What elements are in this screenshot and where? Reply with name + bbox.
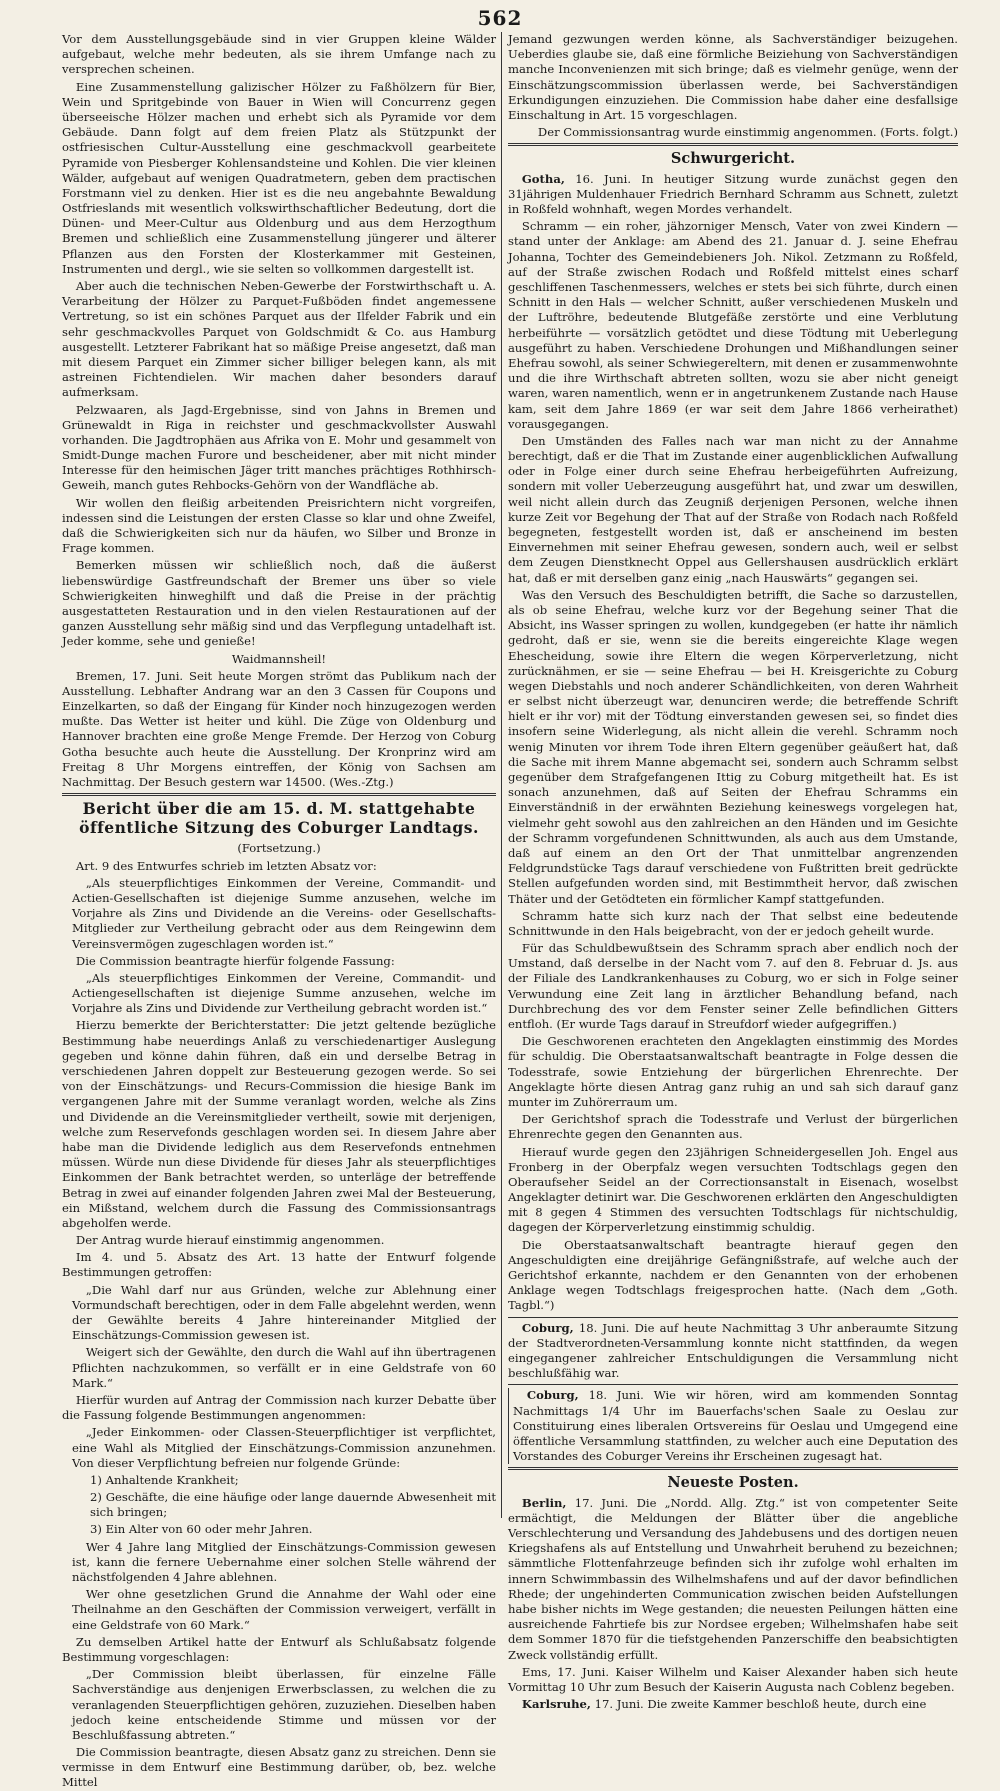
column-divider — [501, 32, 502, 1518]
paragraph: Ems, 17. Juni. Kaiser Wilhelm und Kaiser Alexander haben sich heute Vormittag 10 Uhr zum Besuch der Kaiserin Augusta nach Coblenz begeben. — [508, 1664, 958, 1694]
paragraph: Im 4. und 5. Absatz des Art. 13 hatte der Entwurf folgende Bestimmungen getroffen: — [62, 1250, 496, 1280]
dateline-place: Coburg, — [526, 1388, 579, 1403]
quoted-provision: „Jeder Einkommen- oder Classen-Steuerpflichtiger ist verpflichtet, eine Wahl als Mitglied der Einschätzungs-Commission anzunehmen. Von dieser Verpflichtung befreien nur folgende Gründe: — [72, 1425, 496, 1470]
quoted-provision: Wer ohne gesetzlichen Grund die Annahme der Wahl oder eine Theilnahme an den Geschäften der Commission verweigert, verfällt in eine Geldstrafe von 60 Mark.“ — [72, 1587, 496, 1632]
paragraph: Die Commission beantragte, diesen Absatz ganz zu streichen. Denn sie vermisse in dem Entwurf eine Bestimmung darüber, ob, bez. welche Mittel — [62, 1745, 496, 1790]
paragraph: Für das Schuldbewußtsein des Schramm sprach aber endlich noch der Umstand, daß derselbe in der Nacht vom 7. auf den 8. Februar d. Js. aus der Filiale des Landkrankenhauses zu Coburg, wo er sich in Folge seiner Verwundung eine Zeit lang in ärztlicher Behandlung befand, nach Durchbrechung des vor dem Fenster seiner Zelle befindlichen Gitters entfloh. (Er wurde Tags darauf in Streufdorf wieder aufgegriffen.) — [508, 941, 958, 1032]
paragraph: Hierfür wurden auf Antrag der Commission nach kurzer Debatte über die Fassung folgende Bestimmungen angenommen: — [62, 1392, 496, 1423]
paragraph: Der Gerichtshof sprach die Todesstrafe und Verlust der bürgerlichen Ehrenrechte gegen den Genannten aus. — [508, 1112, 958, 1142]
paragraph: Was den Versuch des Beschuldigten betrifft, die Sache so darzustellen, als ob seine Ehefrau, welche kurz vor der Begehung seiner That die Absicht, ins Wasser springen zu wollen, kundgegeben (er hatte ihr nämlich gedroht, daß er sie, wenn sie die bereits eingereichte Klage wegen Ehescheidung, sowie ihre Eltern die wegen Körperverletzung, nicht zurücknähmen, er sie — seine Ehefrau — bei H. Kreisgerichte zu Coburg wegen Diebstahls und noch anderer Schändlichkeiten, von deren Wahrheit er selbst nicht überzeugt war, denunciren werde; die betreffende Schrift hielt er ihr vor) mit der Tödtung einverstanden gewesen sei, so findet dies insofern seine Widerlegung, als nicht allein die verehl. Schramm noch wenig Minuten vor ihrem Tode ihren Eltern gegenüber geäußert hat, daß die Sache mit ihrem Manne abgemacht sei, sondern auch Schramm selbst gegenüber dem Strafgefangenen Ittig zu Coburg mitgetheilt hat. Es ist sonach anzunehmen, daß auf Seiten der Ehefrau Schramms ein Einverständniß in der erwähnten Beziehung keineswegs vorgelegen hat, vielmehr geht sowohl aus den zahlreichen an den Händen und im Gesichte der Schramm vorgefundenen Schnittwunden, als auch aus dem Umstande, daß auf einem an den Ort der That unmittelbar angrenzenden Feldgrundstücke Tags darauf verschiedene von Fußtritten breit gedrückte Stellen aufgefunden worden sind, mit Bestimmtheit hervor, daß zwischen Thäter und der Getödteten ein förmlicher Kampf stattgefunden. — [508, 587, 958, 906]
paragraph: Pelzwaaren, als Jagd-Ergebnisse, sind von Jahns in Bremen und Grünewaldt in Riga in reichster und geschmackvollster Auswahl vorhanden. Die Jagdtrophäen aus Afrika von E. Mohr und gesammelt von Smidt-Dunge machen Furore und bescheidener, aber mit nicht minder Interesse für den heimischen Jäger tritt manches prächtiges Rothhirsch-Geweih, manch gutes Rehbocks-Gehörn von der Wandfläche ab. — [62, 402, 496, 493]
paragraph: Die Geschworenen erachteten den Angeklagten einstimmig des Mordes für schuldig. Die Oberstaatsanwaltschaft beantragte in Folge dessen die Todesstrafe, sowie Entziehung der bürgerlichen Ehrenrechte. Der Angeklagte hörte diesen Antrag ganz ruhig an und sah sich darauf ganz munter im Zuhörerraum um. — [508, 1034, 958, 1109]
paragraph: Eine Zusammenstellung galizischer Hölzer zu Faßhölzern für Bier, Wein und Spritgebinde von Bauer in Wien will Concurrenz gegen überseeische Hölzer machen und erhebt sich als Pyramide vor dem Gebäude. Dann folgt auf dem freien Platz als Stützpunkt der ostfriesischen Cultur-Ausstellung eine geschmackvoll gearbeitete Pyramide von Piesberger Kohlensandsteine und Kohlen. Die vier kleinen Wälder, aufgebaut auf wenigen Quadratmetern, geben dem practischen Forstmann viel zu denken. Hier ist es die neu angebahnte Bewaldung Ostfrieslands mit wesentlich volkswirthschaftlicher Bedeutung, dort die Dünen- und Meer-Cultur aus Oldenburg und aus dem Herzogthum Bremen und schließlich eine Zusammenstellung jüngerer und älterer Pflanzen aus den Forsten der Klosterkammer mit Gesteinen, Instrumenten und dergl., wie sie selten so vollkommen dargestellt ist. — [62, 79, 496, 276]
paragraph: Schramm hatte sich kurz nach der That selbst eine bedeutende Schnittwunde in den Hals beigebracht, von der er jedoch geheilt wurde. — [508, 908, 958, 938]
section-divider — [508, 1384, 958, 1385]
left-column — [62, 32, 497, 1790]
quoted-provision: „Als steuerpflichtiges Einkommen der Vereine, Commandit- und Actien-Gesellschaften ist diejenige Summe anzusehen, welche im Vorjahre als Zins und Dividende an die Vereins- oder Gesellschafts-Mitglieder zur Vertheilung gebracht oder aus dem Reingewinn dem Vereinsvermögen zugeschlagen worden ist.“ — [72, 875, 496, 951]
paragraph-text: 17. Juni. Die zweite Kammer beschloß heute, durch eine — [594, 1697, 927, 1712]
section-divider — [508, 1467, 958, 1470]
paragraph — [508, 1697, 958, 1712]
paragraph: Den Umständen des Falles nach war man nicht zu der Annahme berechtigt, daß er die That im Zustande einer augenblicklichen Aufwallung oder in Folge einer durch seine Ehefrau herbeigeführten Aufreizung, sondern mit voller Ueberzeugung ausgeführt hat, und zwar um deswillen, weil nicht allein durch das Zeugniß derjenigen Personen, welche ihnen kurze Zeit vor Begehung der That auf der Straße von Rodach nach Roßfeld begegneten, festgestellt worden ist, daß er anscheinend im besten Einvernehmen mit seiner Ehefrau gewesen, sondern auch, weil er selbst dem Zeugen Dienstknecht Oppel aus Gellershausen ausdrücklich erklärt hat, daß er mit derselben ganz einig „nach Hauswärts“ gegangen sei. — [508, 433, 958, 585]
section-heading: Neueste Posten. — [667, 1474, 799, 1492]
quoted-provision: „Die Wahl darf nur aus Gründen, welche zur Ablehnung einer Vormundschaft berechtigen, oder in dem Falle abgelehnt werden, wenn der Gewählte bereits 4 Jahre hintereinander Mitglied der Einschätzungs-Commission gewesen ist. — [72, 1282, 496, 1343]
paragraph: Bemerken müssen wir schließlich noch, daß die äußerst liebenswürdige Gastfreundschaft der Bremer uns über so viele Schwierigkeiten hinweghilft und daß die Preise in der prächtig ausgestatteten Restauration und in den vielen Restaurationen auf der ganzen Ausstellung sehr mäßig sind und das Verpflegung untadelhaft ist. Jeder komme, sehe und genieße! — [62, 558, 496, 649]
paragraph-text: 17. Juni. Die „Nordd. Allg. Ztg.“ ist von competenter Seite ermächtigt, die Meldungen der Blätter über die angebliche Verschlechterung und Versandung des Jahdebusens und des dortigen neuen Kriegshafens als auf Entstellung und Unwahrheit beruhend zu bezeichnen; sämmtliche Flottenfahrzeuge befinden sich ihr zufolge wohl erhalten im innern Schwimmbassin des Wilhelmshafens und auf der davor befindlichen Rhede; der ungehinderten Communication zwischen beiden Aufstellungen habe bisher nichts im Wege gestanden; die neuesten Peilungen hätten eine ausreichende Fahrtiefe bis zur Nordsee ergeben; Wilhelmshafen habe seit dem Sommer 1870 für die tiefstgehenden Panzerschiffe den beabsichtigten Zweck vollständig erfüllt. — [508, 1495, 959, 1662]
quoted-provision: Wer 4 Jahre lang Mitglied der Einschätzungs-Commission gewesen ist, kann die fernere Uebernahme einer solchen Stelle während der nächstfolgenden 4 Jahre ablehnen. — [72, 1539, 496, 1584]
dateline-place: Berlin, — [521, 1495, 567, 1510]
paragraph: Der Commissionsantrag wurde einstimmig angenommen. (Forts. folgt.) — [537, 125, 958, 140]
page-number: 562 — [477, 6, 523, 30]
list-item: 3) Ein Alter von 60 oder mehr Jahren. — [90, 1522, 313, 1537]
dateline-place: Coburg, — [521, 1320, 574, 1335]
quoted-provision: Weigert sich der Gewählte, den durch die Wahl auf ihn übertragenen Pflichten nachzukommen, so verfällt er in eine Geldstrafe von 60 Mark.“ — [72, 1345, 496, 1390]
paragraph-text: 18. Juni. Wie wir hören, wird am kommenden Sonntag Nachmittags 1/4 Uhr im Bauerfachs'schen Saale zu Oeslau zur Constituirung eines liberalen Ortsvereins für Oeslau und Umgegend eine öffentliche Versammlung stattfinden, zu welcher auch eine Deputation des Vorstandes des Coburger Vereins ihr Erscheinen zugesagt hat. — [513, 1388, 959, 1464]
paragraph-text: 18. Juni. Die auf heute Nachmittag 3 Uhr anberaumte Sitzung der Stadtverordneten-Versammlung konnte nicht stattfinden, da wegen eingegangener zahlreicher Entschuldigungen die Versammlung nicht beschlußfähig war. — [508, 1320, 958, 1381]
paragraph: Vor dem Ausstellungsgebäude sind in vier Gruppen kleine Wälder aufgebaut, welche mehr bedeuten, als sie ihrem Umfange nach zu versprechen scheinen. — [62, 32, 496, 77]
paragraph — [508, 1496, 958, 1663]
dateline-place: Gotha, — [521, 171, 565, 186]
paragraph — [508, 172, 958, 218]
section-divider — [508, 143, 958, 146]
paragraph: Hierzu bemerkte der Berichterstatter: Die jetzt geltende bezügliche Bestimmung habe neuerdings Anlaß zu verschiedenartiger Auslegung gegeben und könne dahin führen, daß ein und derselbe Betrag in verschiedenen Jahren doppelt zur Besteuerung gezogen werde. So sei von der Einschätzungs- und Recurs-Commission die hiesige Bank im vergangenen Jahre mit der Summe veranlagt worden, welche als Zins und Dividende an die Vereinsmitglieder vertheilt, sowie mit derjenigen, welche zum Reservefonds geschlagen worden sei. In diesem Jahre aber habe man die Dividende lediglich aus dem Reservefonds entnehmen müssen. Würde nun diese Dividende für dieses Jahr als steuerpflichtiges Einkommen der Bank betrachtet werden, so unterläge der betreffende Betrag in zwei auf einander folgenden Jahren zwei Mal der Besteuerung, ein Mißstand, welchem durch die Fassung des Commissionsantrags abgeholfen werde. — [62, 1018, 496, 1230]
dateline-place: Karlsruhe, — [521, 1697, 591, 1712]
continuation-note: (Fortsetzung.) — [237, 841, 321, 856]
quoted-provision: „Als steuerpflichtiges Einkommen der Vereine, Commandit- und Actiengesellschaften ist diejenige Summe anzusehen, welche im Vorjahre als Zins und Dividende zur Vertheilung gebracht worden ist.“ — [72, 970, 496, 1016]
paragraph: Aber auch die technischen Neben-Gewerbe der Forstwirthschaft u. A. Verarbeitung der Hölzer zu Parquet-Fußböden findet angemessene Vertretung, so ist ein schönes Parquet aus der Ilfelder Fabrik und ein sehr geschmackvolles Parquet von Goldschmidt & Co. aus Hamburg ausgestellt. Letzterer Fabrikant hat so mäßige Preise angesetzt, daß man mit diesem Parquet ein Zimmer sicher billiger belegen kann, als mit astreinen Fichtendielen. Wir machen daher besonders darauf aufmerksam. — [62, 279, 496, 400]
paragraph: Die Oberstaatsanwaltschaft beantragte hierauf gegen den Angeschuldigten eine dreijährige Gefängnißstrafe, auf welche auch der Gerichtshof erkannte, nachdem er den Genannten von der erhobenen Anklage wegen Todtschlags freigesprochen hatte. (Nach dem „Goth. Tagbl.“) — [508, 1237, 958, 1313]
paragraph — [508, 1321, 958, 1382]
paragraph: Wir wollen den fleißig arbeitenden Preisrichtern nicht vorgreifen, indessen sind die Leistungen der ersten Classe so klar und ohne Zweifel, daß die Schwierigkeiten sich nur da häufen, wo Silber und Bronze in Frage kommen. — [62, 495, 496, 556]
paragraph — [508, 1388, 958, 1464]
right-column — [508, 32, 959, 1712]
list-item: 1) Anhaltende Krankheit; — [90, 1472, 239, 1487]
paragraph: Die Commission beantragte hierfür folgende Fassung: — [75, 953, 395, 968]
paragraph: Bremen, 17. Juni. Seit heute Morgen strömt das Publikum nach der Ausstellung. Lebhafter Andrang war an den 3 Cassen für Coupons und Einzelkarten, so daß der Eingang für Kinder noch hinzugezogen werden mußte. Das Wetter ist heiter und kühl. Die Züge von Oldenburg und Hannover brachten eine große Menge Fremde. Der Herzog von Coburg Gotha besuchte auch heute die Ausstellung. Der Kronprinz wird am Freitag 8 Uhr Morgens eintreffen, der König von Sachsen am Nachmittag. Der Besuch gestern war 14500. (Wes.-Ztg.) — [62, 668, 496, 789]
paragraph: Schramm — ein roher, jähzorniger Mensch, Vater von zwei Kindern — stand unter der Anklage: am Abend des 21. Januar d. J. seine Ehefrau Johanna, Tochter des Gemeindebieners Joh. Nikol. Zetzmann zu Roßfeld, auf der Straße zwischen Rodach und Roßfeld mittelst eines scharf geschliffenen Taschenmessers, welches er stets bei sich führte, durch einen Schnitt in den Hals — welcher Schnitt, außer verschiedenen Muskeln und der Luftröhre, bedeutende Blutgefäße zerstörte und eine Verblutung herbeiführte — vorsätzlich getödtet und diese Tödtung mit Ueberlegung ausgeführt zu haben. Verschiedene Drohungen und Mißhandlungen seiner Ehefrau sowohl, als seiner Schwiegereltern, mit denen er zusammenwohnte und die ihre Wirthschaft abtreten sollten, wozu sie aber nicht geneigt waren, waren namentlich, wenn er in angetrunkenem Zustande nach Hause kam, seit dem Jahre 1869 (er war seit dem Jahre 1866 verheirathet) vorausgegangen. — [508, 219, 958, 431]
paragraph: Art. 9 des Entwurfes schrieb im letzten Absatz vor: — [75, 858, 377, 873]
paragraph: Zu demselben Artikel hatte der Entwurf als Schlußabsatz folgende Bestimmung vorgeschlagen: — [62, 1634, 496, 1664]
paragraph: Der Antrag wurde hierauf einstimmig angenommen. — [75, 1233, 385, 1248]
quoted-provision: „Der Commission bleibt überlassen, für einzelne Fälle Sachverständige aus denjenigen Erwerbsclassen, zu welchen die zu veranlagenden Steuerpflichtigen gehören, zuzuziehen. Dieselben haben jedoch keine entscheidende Stimme und müssen vor der Beschlußfassung abtreten.“ — [72, 1667, 497, 1742]
list-item: 2) Geschäfte, die eine häufige oder lange dauernde Abwesenheit mit sich bringen; — [90, 1490, 496, 1520]
paragraph-text: 16. Juni. In heutiger Sitzung wurde zunächst gegen den 31jährigen Muldenhauer Friedrich Bernhard Schramm aus Schnett, zuletzt in Roßfeld wohnhaft, wegen Mordes verhandelt. — [508, 171, 958, 217]
paragraph: Jemand gezwungen werden könne, als Sachverständiger beizugehen. Ueberdies glaube sie, daß eine förmliche Beiziehung von Sachverständigen manche Inconvenienzen mit sich bringe; daß es vielmehr genüge, wenn der Einschätzungscommission überlassen werde, bei Sachverständigen Erkundigungen einzuziehen. Die Commission habe daher eine desfallsige Einschaltung in Art. 15 vorgeschlagen. — [508, 32, 958, 122]
section-heading: Schwurgericht. — [670, 150, 796, 168]
section-heading: Bericht über die am 15. d. M. stattgehabte öffentliche Sitzung des Coburger Landtags. — [79, 799, 479, 837]
signoff: Waidmannsheil! — [231, 651, 327, 666]
section-divider — [508, 1317, 958, 1318]
paragraph: Hierauf wurde gegen den 23jährigen Schneidergesellen Joh. Engel aus Fronberg in der Oberpfalz wegen versuchten Todtschlags gegen den Oberaufseher Seidel an der Correctionsanstalt in Eisenach, woselbst Angeklagter detinirt war. Die Geschworenen erklärten den Angeschuldigten mit 8 gegen 4 Stimmen des versuchten Todtschlags für nichtschuldig, dagegen der Körperverletzung einstimmig schuldig. — [508, 1144, 958, 1235]
section-divider — [62, 793, 496, 796]
